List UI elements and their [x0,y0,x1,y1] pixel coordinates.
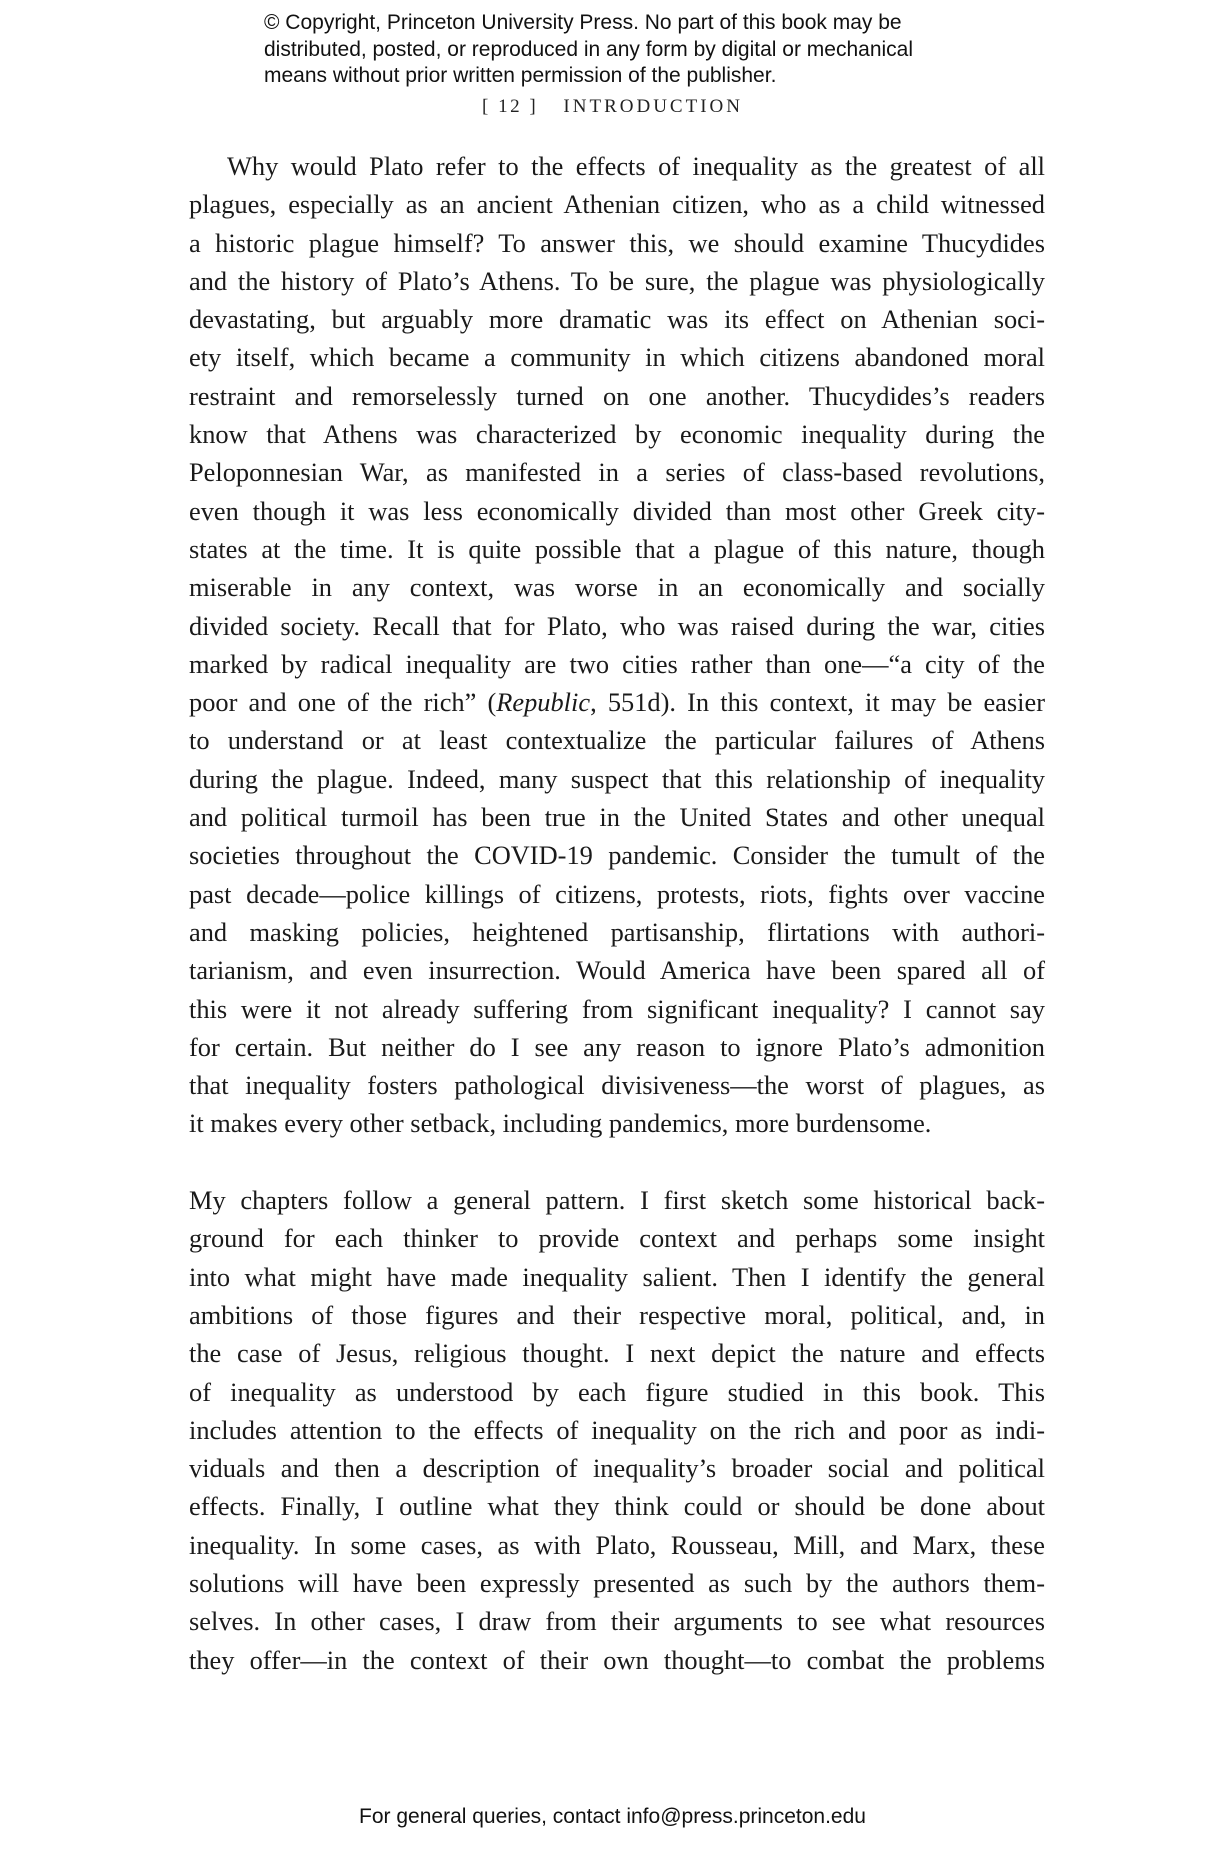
text-line: miserable in any context, was worse in an economically and socially [189,572,1045,603]
text-line: for certain. But neither do I see any reason to ignore Plato’s admonition [189,1031,1045,1062]
text-line: solutions will have been expressly presented as such by the authors them- [189,1567,1045,1598]
paragraph [189,1181,1045,1679]
paragraph [189,147,1045,1143]
text-line: into what might have made inequality salient. Then I identify the general [189,1261,1045,1292]
text-line: a historic plague himself? To answer this, we should examine Thucydides [189,227,1045,258]
text-line: ground for each thinker to provide context and perhaps some insight [189,1223,1045,1254]
text-line: that inequality fosters pathological divisiveness—the worst of plagues, as [189,1070,1045,1101]
section-title: INTRODUCTION [563,96,743,117]
text-line: this were it not already suffering from significant inequality? I cannot say [189,993,1045,1024]
text-line: plagues, especially as an ancient Athenian citizen, who as a child witnessed [189,189,1045,220]
text-line: during the plague. Indeed, many suspect that this relationship of inequality [189,763,1045,794]
text-line: inequality. In some cases, as with Plato, Rousseau, Mill, and Marx, these [189,1529,1045,1560]
text-line: divided society. Recall that for Plato, who was raised during the war, cities [189,610,1045,641]
text-line: Why would Plato refer to the effects of inequality as the greatest of all [227,151,1045,181]
copyright-line: distributed, posted, or reproduced in any form by digital or mechanical [264,37,914,61]
text-line: even though it was less economically divided than most other Greek city- [189,495,1045,526]
text-line: devastating, but arguably more dramatic was its effect on Athenian soci- [189,304,1045,335]
copyright-line: means without prior written permission of the publisher. [264,64,777,87]
text-line: tarianism, and even insurrection. Would America have been spared all of [189,955,1045,986]
text-line: effects. Finally, I outline what they think could or should be done about [189,1491,1045,1522]
text-line: marked by radical inequality are two cities rather than one—“a city of the [189,648,1045,679]
text-line: and masking policies, heightened partisanship, flirtations with authori- [189,916,1045,947]
text-line: ambitions of those figures and their respective moral, political, and, in [189,1299,1045,1330]
copyright-notice [264,10,1024,90]
text-line: and political turmoil has been true in the United States and other unequal [189,802,1045,833]
text-line: ety itself, which became a community in which citizens abandoned moral [189,342,1045,373]
text-line: societies throughout the COVID-19 pandemic. Consider the tumult of the [189,840,1045,871]
page-number: [ 12 ] [482,96,539,117]
text-line: poor and one of the rich” (Republic, 551d). In this context, it may be easier [189,687,1045,718]
text-line: past decade—police killings of citizens, protests, riots, fights over vaccine [189,878,1045,909]
running-head [0,96,1225,118]
text-line: My chapters follow a general pattern. I first sketch some historical back- [189,1185,1045,1216]
text-line: selves. In other cases, I draw from their arguments to see what resources [189,1606,1045,1637]
text-line: viduals and then a description of inequality’s broader social and political [189,1453,1045,1484]
copyright-line: © Copyright, Princeton University Press. No part of this book may be [264,11,902,34]
text-line: of inequality as understood by each figure studied in this book. This [189,1376,1045,1407]
text-line: it makes every other setback, including pandemics, more burdensome. [189,1108,932,1139]
book-title-italic: Republic [496,687,591,718]
text-line: Peloponnesian War, as manifested in a series of class-based revolutions, [189,457,1045,488]
paragraph-gap [189,1143,1045,1181]
footer-contact: For general queries, contact info@press.princeton.edu [359,1805,866,1828]
text-line: they offer—in the context of their own thought—to combat the problems [189,1644,1045,1675]
text-line: restraint and remorselessly turned on one another. Thucydides’s readers [189,380,1045,411]
text-line: know that Athens was characterized by economic inequality during the [189,419,1045,450]
text-line: the case of Jesus, religious thought. I next depict the nature and effects [189,1338,1045,1369]
text-line: and the history of Plato’s Athens. To be sure, the plague was physiologically [189,265,1045,296]
text-line: includes attention to the effects of inequality on the rich and poor as indi- [189,1414,1045,1445]
text-line: states at the time. It is quite possible that a plague of this nature, though [189,533,1045,564]
text-line: to understand or at least contextualize the particular failures of Athens [189,725,1045,756]
body-text [189,147,1045,1679]
